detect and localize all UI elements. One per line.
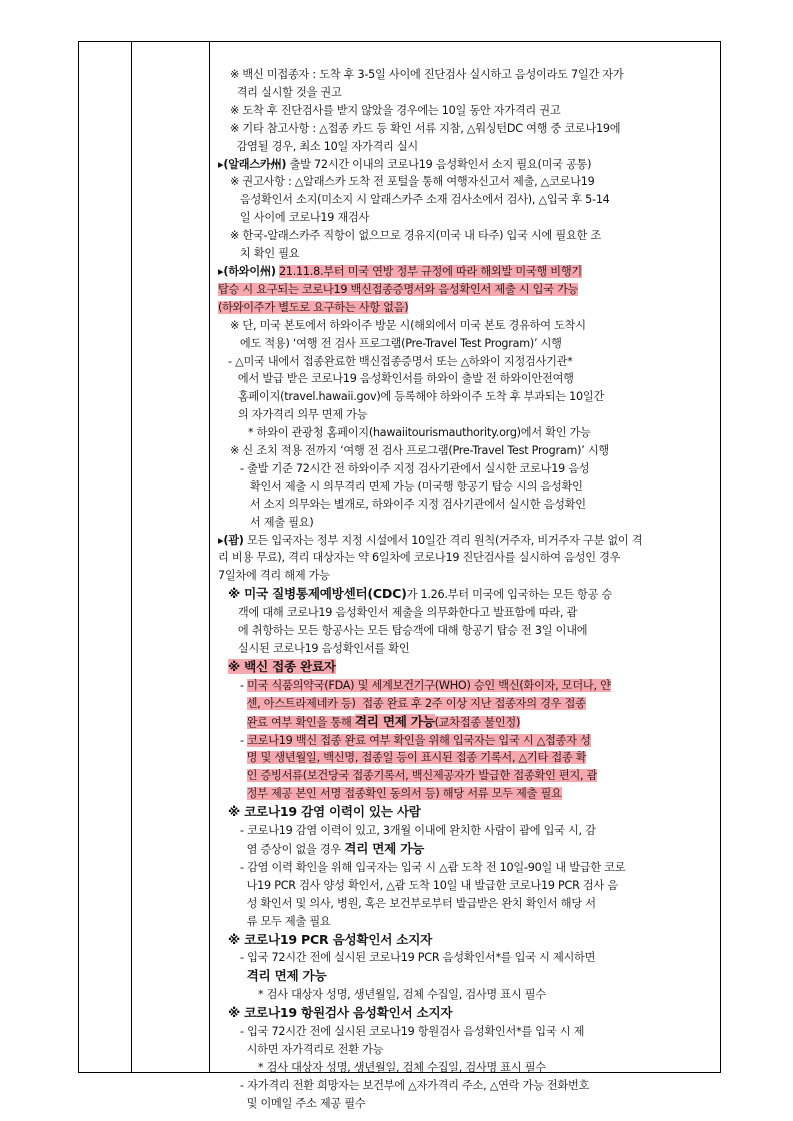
- bold-text: ▸(알래스카州): [218, 157, 287, 171]
- text-line: [218, 102, 710, 120]
- text-span: 가 1.26.부터 미국에 입국하는 모든 항공 승: [406, 588, 613, 602]
- text-line: [218, 877, 710, 895]
- highlighted-text: (교차접종 불인정): [434, 715, 521, 729]
- text-line: [218, 245, 710, 263]
- text-span: [240, 751, 247, 764]
- text-span: 의 자가격리 의무 면제 가능: [228, 408, 368, 422]
- text-span: 리 비용 무료), 격리 대상자는 약 6일차에 코로나19 진단검사를 실시하여 음성인 경우: [218, 551, 621, 565]
- text-span: 객에 대해 코로나19 음성확인서 제출을 의무화한다고 발표함에 따라, 괌: [228, 606, 578, 620]
- text-span: 출발 72시간 이내의 코로나19 음성확인서 소지 필요(미국 공통): [286, 157, 592, 171]
- text-line: [218, 263, 710, 281]
- bold-text: ※ 미국 질병통제예방센터(CDC): [228, 586, 407, 602]
- text-line: [218, 986, 710, 1004]
- column-divider-2: [209, 42, 210, 1072]
- text-line: [218, 1059, 710, 1077]
- text-span: ※ 백신 미접종자 : 도착 후 3-5일 사이에 진단검사 실시하고 음성이라도 7일간 자가: [230, 68, 624, 81]
- text-line: [218, 406, 710, 424]
- column-divider-1: [131, 42, 132, 1072]
- text-line: [218, 859, 710, 877]
- bold-text: 격리 면제 가능: [246, 968, 327, 984]
- bold-text: ※ 코로나19 항원검사 음성확인서 소지자: [228, 1005, 453, 1021]
- text-span: [240, 787, 247, 800]
- text-span: [240, 716, 247, 729]
- highlighted-text: ※ 백신 접종 완료자: [228, 658, 336, 674]
- text-line: [218, 604, 710, 622]
- text-span: 치 확인 필요: [230, 247, 300, 261]
- text-line: [218, 370, 710, 388]
- text-line: [218, 732, 710, 750]
- text-line: [218, 299, 710, 317]
- text-span: 모든 입국자는 정부 지정 시설에서 10일간 격리 원칙(거주자, 비거주자 구분 없이 격: [243, 533, 643, 547]
- text-span: 염 증상이 없을 경우: [240, 842, 345, 856]
- text-line: [218, 532, 710, 550]
- text-span: [240, 769, 247, 782]
- text-line: [218, 567, 710, 585]
- text-line: [218, 496, 710, 514]
- text-line: [218, 913, 710, 931]
- text-line: [218, 713, 710, 732]
- text-line: [218, 803, 710, 822]
- text-span: 실시된 코로나19 음성확인서를 확인: [228, 642, 410, 655]
- text-line: [218, 640, 710, 658]
- text-line: [218, 895, 710, 913]
- text-line: [218, 227, 710, 245]
- text-line: [218, 749, 710, 767]
- text-span: 및 이메일 주소 제공 필수: [240, 1096, 366, 1110]
- text-line: [218, 317, 710, 335]
- text-line: [218, 191, 710, 209]
- text-line: [218, 120, 710, 138]
- text-span: 에 취항하는 모든 항공사는 모든 탑승객에 대해 항공기 탑승 전 3일 이내에: [228, 624, 588, 638]
- text-span: 홈페이지(travel.hawaii.gov)에 등록해야 하와이주 도착 후 부과되는 10일간: [228, 390, 605, 404]
- bold-text: ▸(괌): [218, 533, 244, 547]
- text-line: [218, 658, 710, 677]
- text-line: [218, 173, 710, 191]
- text-line: [218, 460, 710, 478]
- highlighted-text: 코로나19 백신 접종 완료 여부 확인을 위해 입국자는 입국 시 △접종자 성: [247, 733, 591, 747]
- text-span: ※ 한국-알래스카주 직항이 없으므로 경유지(미국 내 타주) 입국 시에 필요한 조: [230, 229, 601, 243]
- text-line: [218, 209, 710, 227]
- text-line: [218, 138, 710, 156]
- text-line: [218, 767, 710, 785]
- text-span: -: [240, 733, 248, 747]
- text-line: [218, 514, 710, 532]
- text-span: * 하와이 관광청 홈페이지(hawaiitourismauthority.org)에서 확인 가능: [248, 426, 591, 440]
- bold-text: ※ 코로나19 PCR 음성확인서 소지자: [228, 931, 433, 947]
- text-span: [240, 697, 247, 710]
- text-span: ※ 기타 참고사항 : △접종 카드 등 확인 서류 지참, △워싱턴DC 여행 중 코로나19에: [230, 121, 621, 135]
- text-line: [218, 478, 710, 496]
- text-line: [218, 388, 710, 406]
- highlighted-text: 센, 아스트라제네카 등) 접종 완료 후 2주 이상 지난 접종자의 경우 접종: [246, 696, 586, 710]
- text-line: [218, 335, 710, 353]
- text-span: 류 모두 제출 필요: [240, 914, 331, 928]
- text-line: [218, 84, 710, 102]
- text-span: - 출발 기준 72시간 전 하와이주 지정 검사기관에서 실시한 코로나19 음성: [240, 461, 590, 475]
- text-span: 감염될 경우, 최소 10일 자가격리 실시: [230, 139, 418, 153]
- bold-text: ※ 코로나19 감염 이력이 있는 사람: [228, 804, 421, 820]
- text-line: [218, 622, 710, 640]
- text-line: [218, 840, 710, 859]
- highlighted-text: 탑승 시 요구되는 코로나19 백신접종증명서와 음성확인서 제출 시 입국 가능: [218, 282, 579, 296]
- text-span: 에도 적용) ‘여행 전 검사 프로그램(Pre-Travel Test Program)’ 시행: [230, 336, 562, 350]
- text-line: [218, 1077, 710, 1095]
- text-line: [218, 549, 710, 567]
- text-span: 서 소지 의무와는 별개로, 하와이주 지정 검사기관에서 실시한 음성확인: [240, 497, 586, 511]
- text-line: [218, 442, 710, 460]
- text-line: [218, 949, 710, 967]
- highlighted-text: 정부 제공 본인 서명 접종확인 동의서 등) 해당 서류 모두 제출 필요: [246, 787, 562, 801]
- text-span: 에서 발급 받은 코로나19 음성확인서를 하와이 출발 전 하와이안전여행: [228, 372, 574, 386]
- text-span: * 검사 대상자 성명, 생년월일, 검체 수집일, 검사명 표시 필수: [258, 1060, 546, 1074]
- text-span: - 코로나19 감염 이력이 있고, 3개월 이내에 완치한 사람이 괌에 입국 시, 감: [240, 824, 596, 838]
- text-line: [218, 424, 710, 442]
- text-line: [218, 1041, 710, 1059]
- highlighted-text: (하와이주가 별도로 요구하는 사항 없음): [218, 300, 409, 314]
- text-line: [218, 156, 710, 174]
- text-line: [218, 695, 710, 713]
- text-span: ※ 신 조치 적용 전까지 ‘여행 전 검사 프로그램(Pre-Travel Test Program)’ 시행: [230, 444, 609, 458]
- text-span: - 입국 72시간 전에 실시된 코로나19 항원검사 음성확인서*를 입국 시 제: [240, 1025, 585, 1039]
- highlighted-text: 21.11.8.부터 미국 연방 정부 규정에 따라 해외발 미국행 비행기: [279, 264, 582, 278]
- highlighted-text: 격리 면제 가능: [354, 713, 435, 729]
- highlighted-text: 인 증빙서류(보건당국 접종기록서, 백신제공자가 발급한 접종확인 편지, 괌: [246, 769, 598, 783]
- text-span: - 입국 72시간 전에 실시된 코로나19 PCR 음성확인서*를 입국 시 제시하면: [240, 951, 596, 965]
- text-span: 성 확인서 및 의사, 병원, 혹은 보건부로부터 발급받은 완치 확인서 해당 서: [240, 896, 596, 910]
- document-body: [218, 66, 710, 1113]
- text-span: 나19 PCR 검사 양성 확인서, △괌 도착 10일 내 발급한 코로나19 PCR 검사 음: [240, 878, 618, 892]
- text-span: - 감염 이력 확인을 위해 입국자는 입국 시 △괌 도착 전 10일-90일 내 발급한 코로: [240, 860, 626, 874]
- text-line: [218, 822, 710, 840]
- text-span: 확인서 제출 시 의무격리 면제 가능 (미국행 항공기 탑승 시의 음성확인: [240, 479, 583, 493]
- text-span: [240, 970, 247, 983]
- text-line: [218, 585, 710, 604]
- highlighted-text: 미국 식품의약국(FDA) 및 세계보건기구(WHO) 승인 백신(화이자, 모더나, 얀: [247, 678, 611, 692]
- text-span: 격리 실시할 것을 권고: [230, 85, 342, 99]
- bold-text: 격리 면제 가능: [344, 840, 425, 856]
- text-span: 서 제출 필요): [240, 515, 314, 529]
- text-span: 7일차에 격리 해제 가능: [218, 569, 330, 583]
- text-line: [218, 785, 710, 803]
- highlighted-text: 명 및 생년월일, 백신명, 접종일 등이 표시된 접종 기록서, △기타 접종 확: [246, 751, 587, 765]
- text-line: [218, 931, 710, 950]
- text-span: - △미국 내에서 접종완료한 백신접종증명서 또는 △하와이 지정검사기관*: [228, 354, 573, 368]
- text-span: ※ 단, 미국 본토에서 하와이주 방문 시(해외에서 미국 본토 경유하여 도착시: [230, 318, 586, 332]
- text-line: [218, 281, 710, 299]
- highlighted-text: 완료 여부 확인을 통해: [246, 715, 355, 729]
- text-line: [218, 353, 710, 371]
- text-span: ※ 권고사항 : △알래스카 도착 전 포털을 통해 여행자신고서 제출, △코로나19: [230, 175, 595, 189]
- text-line: [218, 677, 710, 695]
- text-span: 일 사이에 코로나19 재검사: [230, 211, 370, 225]
- text-span: 시하면 자가격리로 전환 가능: [240, 1042, 384, 1056]
- text-line: [218, 1023, 710, 1041]
- text-span: ※ 도착 후 진단검사를 받지 않았을 경우에는 10일 동안 자가격리 권고: [230, 103, 561, 117]
- text-span: -: [240, 678, 248, 692]
- text-span: 음성확인서 소지(미소지 시 알래스카주 소재 검사소에서 검사), △입국 후 5-14: [230, 193, 610, 207]
- text-span: * 검사 대상자 성명, 생년월일, 검체 수집일, 검사명 표시 필수: [258, 988, 546, 1002]
- text-line: [218, 967, 710, 986]
- bold-text: ▸(하와이州): [218, 264, 276, 278]
- text-span: - 자가격리 전환 희망자는 보건부에 △자가격리 주소, △연락 가능 전화번호: [240, 1078, 590, 1092]
- text-line: [218, 1095, 710, 1113]
- text-line: [218, 1004, 710, 1023]
- text-line: [218, 66, 710, 84]
